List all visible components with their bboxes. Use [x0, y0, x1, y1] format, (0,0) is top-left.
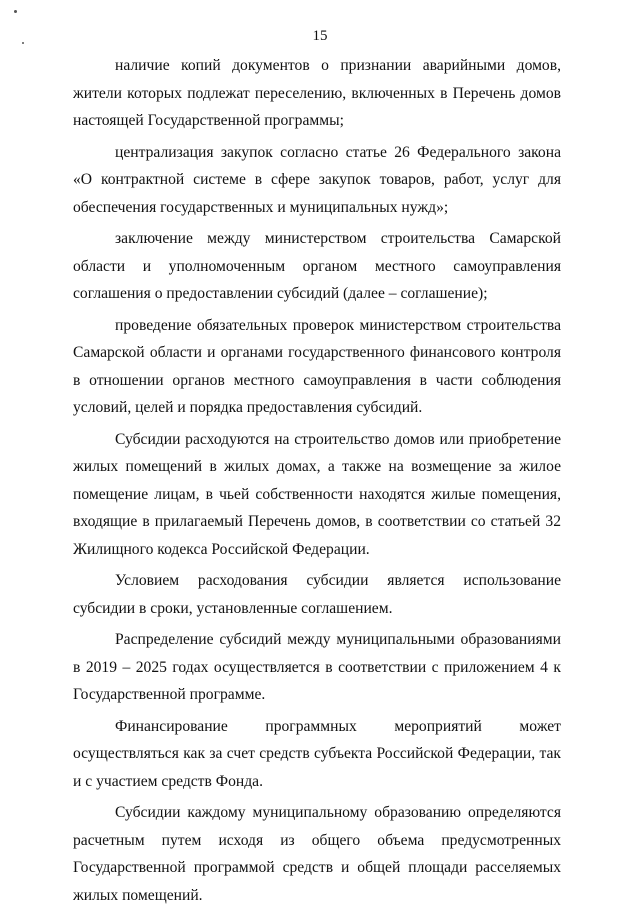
paragraph: Субсидии каждому муниципальному образованию определяются расчетным путем исходя из общего объема предусмотренных Государственной программой средств и общей площади расселяемых жилых помещений. — [73, 804, 561, 904]
paragraph: Условием расходования субсидии является использование субсидии в сроки, установленные соглашением. — [73, 572, 561, 617]
paragraph: проведение обязательных проверок министерством строительства Самарской области и органами государственного финансового контроля в отношении органов местного самоуправления в части соблюдения условий, целей и порядка предоставления субсидий. — [73, 316, 561, 416]
scan-speck — [14, 10, 17, 13]
paragraph: централизация закупок согласно статье 26 Федерального закона «О контрактной системе в сфере закупок товаров, работ, услуг для обеспечения государственных и муниципальных нужд»; — [73, 143, 561, 216]
paragraph: Субсидии расходуются на строительство домов или приобретение жилых помещений в жилых домах, а также на возмещение за жилое помещение лицам, в чьей собственности находятся жилые помещения, входящие в прилагаемый Перечень домов, в соответствии со статьей 32 Жилищного кодекса Российской Федерации. — [73, 430, 561, 558]
paragraph: наличие копий документов о признании аварийными домов, жители которых подлежат переселению, включенных в Перечень домов настоящей Государственной программы; — [73, 57, 561, 129]
paragraph: Финансирование программных мероприятий может осуществляться как за счет средств субъекта Российской Федерации, так и с участием средств Фонда. — [73, 717, 561, 790]
document-body — [73, 52, 561, 913]
page-number: 15 — [312, 28, 328, 44]
paragraph: Распределение субсидий между муниципальными образованиями в 2019 – 2025 годах осуществляется в соответствии с приложением 4 к Государственной программе. — [73, 631, 561, 703]
paragraph: заключение между министерством строительства Самарской области и уполномоченным органом местного самоуправления соглашения о предоставлении субсидий (далее – соглашение); — [73, 230, 561, 302]
